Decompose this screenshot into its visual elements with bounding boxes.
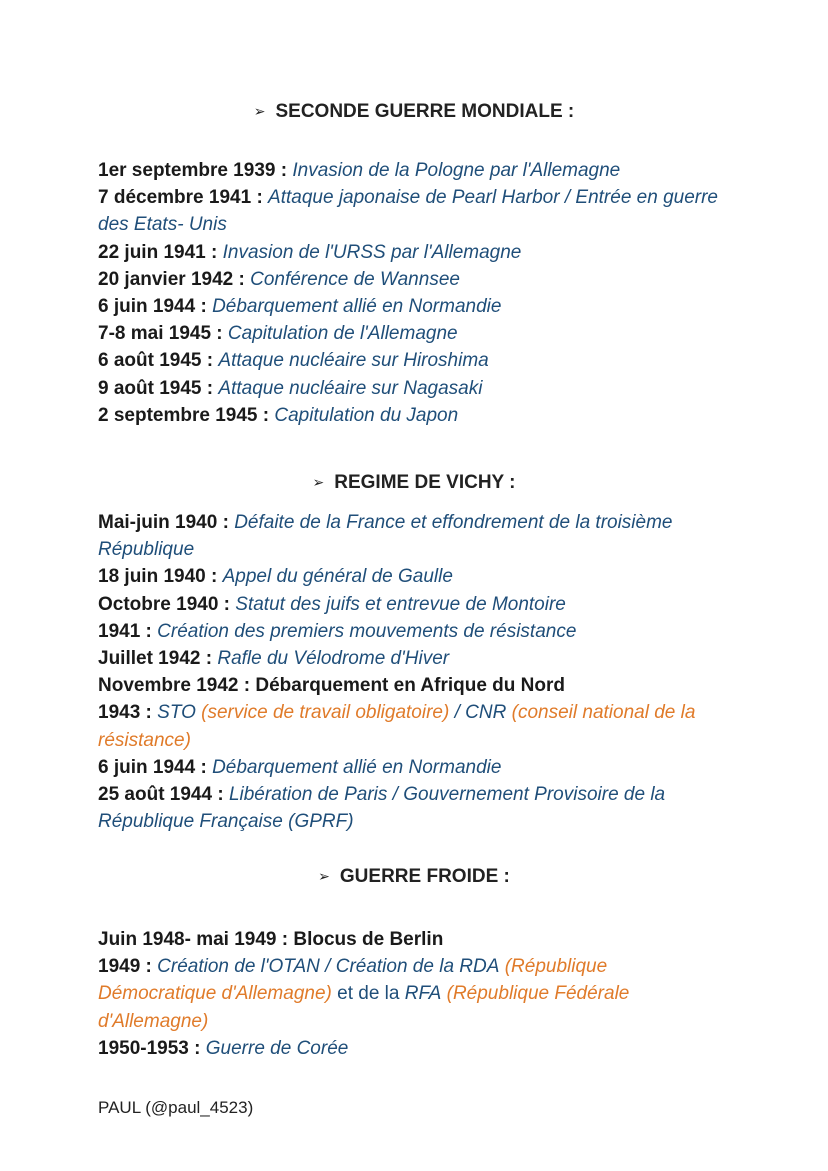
list-item-continuation: d'Allemagne) bbox=[98, 1010, 209, 1032]
list-item: 1950-1953 : Guerre de Corée bbox=[98, 1037, 349, 1059]
arrow-bullet-icon: ➢ bbox=[253, 103, 266, 119]
list-item-continuation: République Française (GPRF) bbox=[98, 811, 354, 833]
arrow-bullet-icon: ➢ bbox=[312, 474, 325, 490]
list-item: 6 août 1945 : Attaque nucléaire sur Hiroshima bbox=[98, 350, 489, 372]
list-item: Juin 1948- mai 1949 : Blocus de Berlin bbox=[98, 929, 444, 950]
list-item: 7 décembre 1941 : Attaque japonaise de Pearl Harbor / Entrée en guerre des Etats- Unis bbox=[98, 187, 718, 236]
list-item: 6 juin 1944 : Débarquement allié en Normandie bbox=[98, 756, 502, 778]
vichy-timeline bbox=[98, 509, 738, 835]
list-item: 20 janvier 1942 : Conférence de Wannsee bbox=[98, 268, 460, 290]
list-item-continuation: République bbox=[98, 539, 195, 561]
list-item: 1er septembre 1939 : Invasion de la Pologne par l'Allemagne bbox=[98, 160, 621, 181]
arrow-bullet-icon: ➢ bbox=[318, 868, 330, 884]
list-item: 25 août 1944 : Libération de Paris / Gouvernement Provisoire de la bbox=[98, 784, 666, 806]
list-item: 2 septembre 1945 : Capitulation du Japon bbox=[98, 404, 459, 426]
author-footer: PAUL (@paul_4523) bbox=[98, 1098, 254, 1117]
list-item: Novembre 1942 : Débarquement en Afrique du Nord bbox=[98, 675, 566, 697]
list-item: 1949 : Création de l'OTAN / Création de la RDA (République bbox=[98, 956, 608, 978]
list-item-continuation: Démocratique d'Allemagne) et de la RFA (République Fédérale bbox=[98, 983, 630, 1005]
list-item-continuation: résistance) bbox=[98, 729, 191, 751]
cold-war-timeline bbox=[98, 926, 738, 1062]
ww2-timeline bbox=[98, 157, 738, 429]
list-item: Mai-juin 1940 : Défaite de la France et effondrement de la troisième bbox=[98, 512, 673, 533]
list-item: Juillet 1942 : Rafle du Vélodrome d'Hiver bbox=[98, 648, 450, 670]
list-item: 9 août 1945 : Attaque nucléaire sur Nagasaki bbox=[98, 377, 483, 399]
list-item: 1943 : STO (service de travail obligatoire) / CNR (conseil national de la bbox=[98, 702, 696, 724]
list-item: 22 juin 1941 : Invasion de l'URSS par l'Allemagne bbox=[98, 241, 522, 263]
list-item: 1941 : Création des premiers mouvements de résistance bbox=[98, 620, 577, 642]
list-item: Octobre 1940 : Statut des juifs et entrevue de Montoire bbox=[98, 593, 566, 615]
section-heading-vichy: ➢ REGIME DE VICHY : bbox=[0, 469, 828, 497]
list-item: 18 juin 1940 : Appel du général de Gaulle bbox=[98, 566, 453, 588]
list-item: 7-8 mai 1945 : Capitulation de l'Allemagne bbox=[98, 323, 458, 345]
list-item: 6 juin 1944 : Débarquement allié en Normandie bbox=[98, 296, 502, 318]
section-heading-cold-war: ➢ GUERRE FROIDE : bbox=[0, 863, 828, 891]
section-heading-ww2: ➢ SECONDE GUERRE MONDIALE : bbox=[0, 98, 828, 126]
